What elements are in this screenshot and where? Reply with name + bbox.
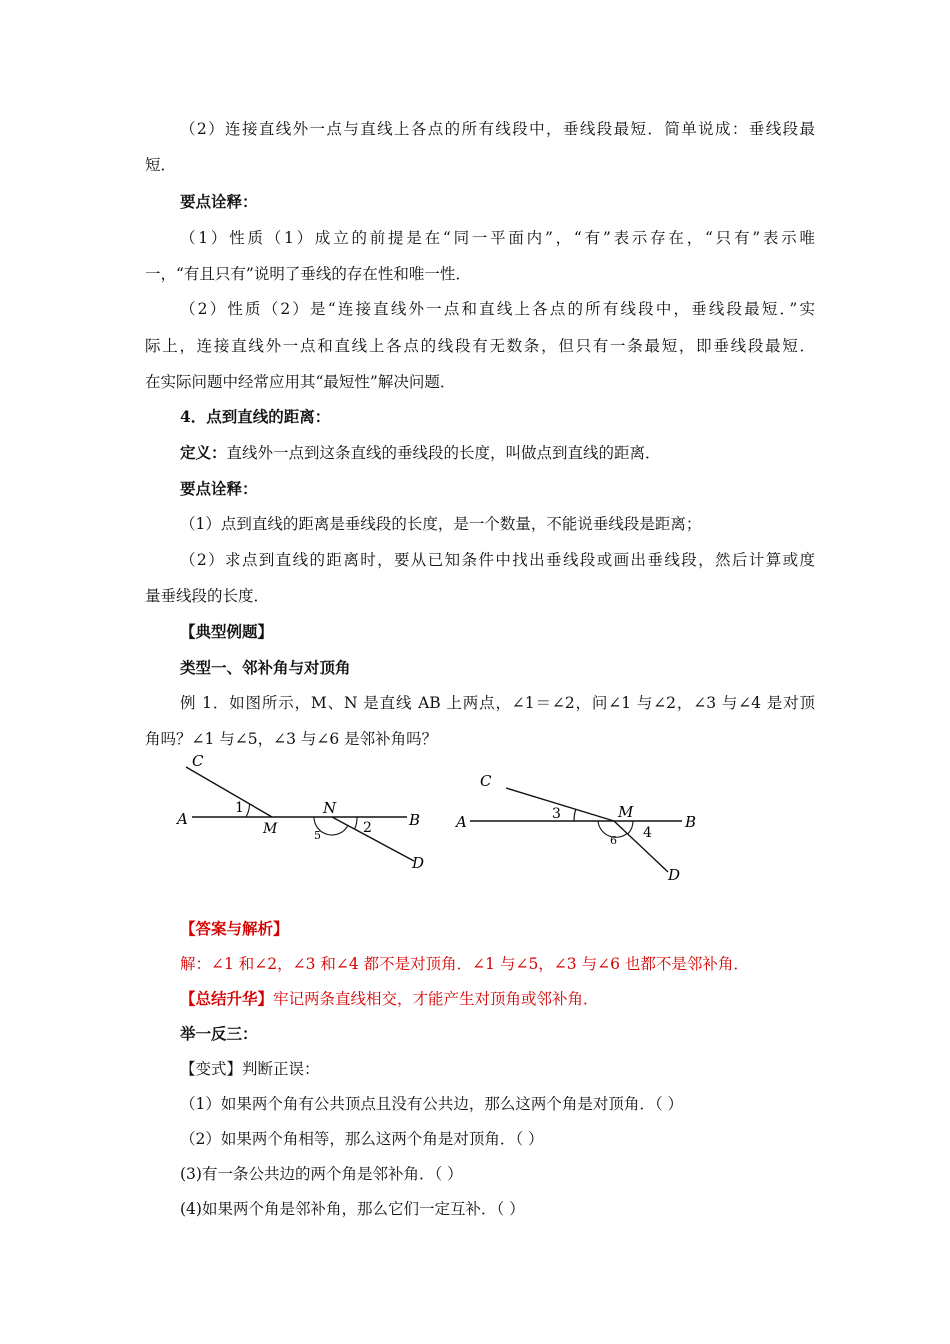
- summary-label: 【总结升华】: [180, 989, 274, 1008]
- label-d: D: [668, 866, 681, 884]
- paragraph-line: （2）连接直线外一点与直线上各点的所有线段中，垂线段最短．简单说成：垂线段最: [180, 120, 815, 138]
- summary-line: [180, 988, 815, 1010]
- label-angle-6: 6: [610, 834, 617, 847]
- paragraph-line: （1）点到直线的距离是垂线段的长度，是一个数量，不能说垂线段是距离；: [180, 515, 702, 533]
- figure-1: [170, 750, 440, 880]
- label-angle-1: 1: [235, 800, 244, 816]
- label-b: B: [685, 813, 697, 831]
- summary-text: 牢记两条直线相交，才能产生对顶角或邻补角．: [273, 990, 599, 1008]
- section-heading: 【典型例题】: [180, 622, 274, 641]
- line-md: [614, 821, 668, 872]
- paragraph-line: （2）性质（2）是“连接直线外一点和直线上各点的所有线段中，垂线段最短．”实: [180, 300, 815, 318]
- section-heading: 类型一、邻补角与对顶角: [180, 658, 351, 677]
- section-heading: 要点诠释：: [180, 192, 258, 211]
- paragraph-line: （1）性质（1）成立的前提是在“同一平面内”，“有”表示存在，“只有”表示唯: [180, 229, 815, 247]
- angle-arc-4: [628, 821, 633, 834]
- angle-arc-2: [355, 817, 358, 829]
- label-a: A: [456, 813, 467, 831]
- label-angle-3: 3: [552, 806, 561, 822]
- angle-arc-1: [246, 804, 250, 817]
- paragraph-line: 量垂线段的长度．: [145, 587, 270, 605]
- section-heading: 举一反三：: [180, 1024, 258, 1043]
- section-heading: 4．点到直线的距离：: [180, 407, 331, 426]
- paragraph-line: 际上，连接直线外一点和直线上各点的线段有无数条，但只有一条最短，即垂线段最短．: [145, 337, 815, 355]
- question-1: （1）如果两个角有公共顶点且没有公共边，那么这两个角是对顶角．（ ）: [180, 1095, 684, 1113]
- line-cm: [186, 767, 272, 817]
- paragraph-line: 一，“有且只有”说明了垂线的存在性和唯一性．: [145, 265, 471, 283]
- paragraph-line: （2）求点到直线的距离时，要从已知条件中找出垂线段或画出垂线段，然后计算或度: [180, 551, 815, 569]
- figure-2: [450, 760, 710, 890]
- answer-title: 【答案与解析】: [180, 919, 289, 938]
- question-2: （2）如果两个角相等，那么这两个角是对顶角．（ ）: [180, 1130, 544, 1148]
- angle-arc-3: [574, 809, 576, 821]
- paragraph-line: 在实际问题中经常应用其“最短性”解决问题．: [145, 373, 456, 391]
- label-angle-4: 4: [643, 825, 652, 841]
- variant-label: 【变式】判断正误：: [180, 1060, 320, 1078]
- definition-line: [180, 442, 815, 464]
- label-a: A: [177, 810, 188, 828]
- label-m: M: [263, 821, 278, 837]
- example-line: 角吗？∠1 与∠5，∠3 与∠6 是邻补角吗？: [145, 730, 438, 748]
- label-b: B: [409, 811, 421, 829]
- section-heading: 要点诠释：: [180, 479, 258, 498]
- line-nd: [332, 817, 414, 861]
- answer-text: 解：∠1 和∠2，∠3 和∠4 都不是对顶角．∠1 与∠5，∠3 与∠6 也都不是邻补角．: [180, 955, 749, 973]
- definition-label: 定义：: [180, 443, 227, 462]
- question-3: (3)有一条公共边的两个角是邻补角．（ ）: [180, 1165, 463, 1183]
- label-c: C: [480, 772, 492, 790]
- example-line: 例 1．如图所示，M、N 是直线 AB 上两点，∠1＝∠2，问∠1 与∠2，∠3 与∠4 是对顶: [180, 694, 815, 712]
- label-angle-5: 5: [314, 829, 321, 842]
- label-m: M: [618, 803, 634, 821]
- label-n: N: [323, 799, 337, 817]
- label-d: D: [412, 854, 425, 872]
- question-4: (4)如果两个角是邻补角，那么它们一定互补．（ ）: [180, 1200, 525, 1218]
- paragraph-line: 短．: [145, 156, 177, 174]
- definition-text: 直线外一点到这条直线的垂线段的长度，叫做点到直线的距离．: [226, 444, 661, 462]
- label-angle-2: 2: [363, 820, 372, 836]
- label-c: C: [192, 752, 204, 770]
